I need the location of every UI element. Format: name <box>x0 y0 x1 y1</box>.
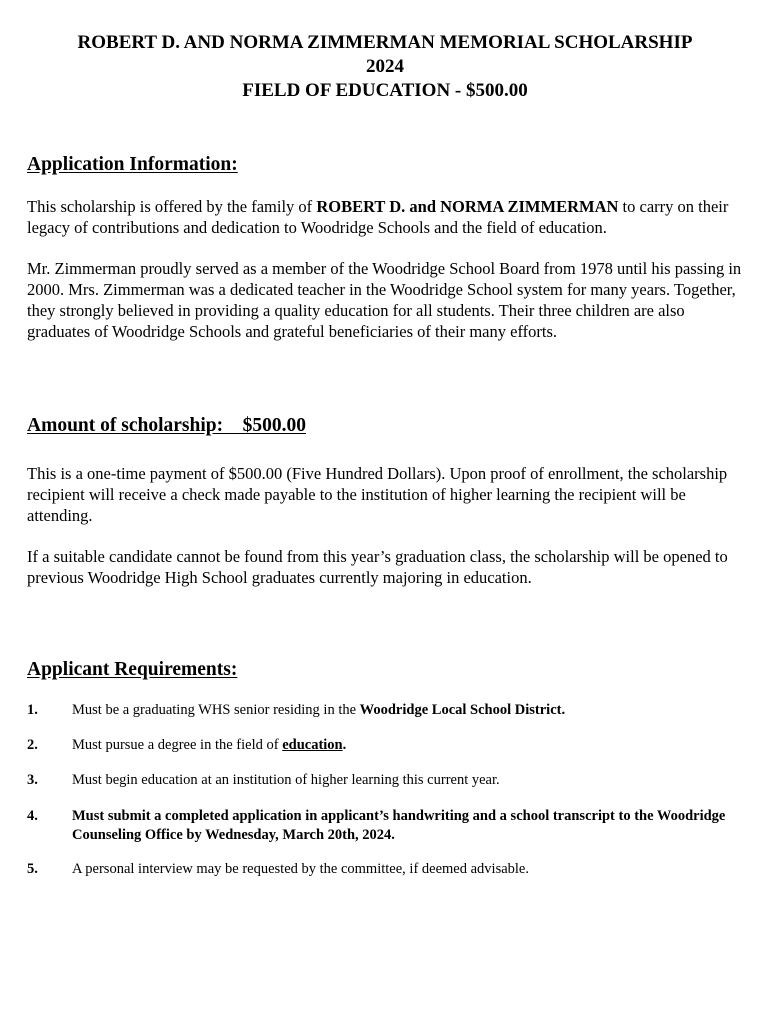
requirement-number: 2. <box>27 737 38 753</box>
application-info-paragraph-1 <box>27 196 747 238</box>
title-line-scholarship-name: ROBERT D. AND NORMA ZIMMERMAN MEMORIAL SCHOLARSHIP <box>77 32 693 53</box>
title-line-year: 2024 <box>366 56 404 77</box>
requirement-number: 1. <box>27 702 38 718</box>
requirement-district: Woodridge Local School District. <box>359 702 566 718</box>
p1-text-post: to carry on their legacy of contributions and dedication to Woodridge Schools and the field of education. <box>27 197 729 237</box>
title-line-field: FIELD OF EDUCATION - $500.00 <box>242 80 528 101</box>
requirement-text: Must begin education at an institution of higher learning this current year. <box>72 772 500 788</box>
requirement-text-post: . <box>342 737 347 753</box>
requirement-text: A personal interview may be requested by the committee, if deemed advisable. <box>72 861 529 877</box>
application-info-paragraph-2: Mr. Zimmerman proudly served as a member of the Woodridge School Board from 1978 until his passing in 2000. Mrs. Zimmerman was a dedicated teacher in the Woodridge School system for many years. Together, they strongly believed in providing a quality education for all students. Their three children are also graduates of Woodridge Schools and grateful beneficiaries of their many efforts. <box>27 259 742 341</box>
applicant-requirements-heading: Applicant Requirements: <box>27 659 238 680</box>
requirement-text: Must submit a completed application in applicant’s handwriting and a school transcript to the Woodridge Counseling Office by Wednesday, March 20th, 2024. <box>72 808 726 843</box>
requirement-field-education: education <box>282 737 343 753</box>
p1-family-name: ROBERT D. and NORMA ZIMMERMAN <box>316 197 619 216</box>
amount-paragraph-2: If a suitable candidate cannot be found from this year’s graduation class, the scholarship will be opened to previous Woodridge High School graduates currently majoring in education. <box>27 547 728 587</box>
requirement-text-pre: Must be a graduating WHS senior residing in the <box>72 702 360 718</box>
requirement-text-pre: Must pursue a degree in the field of <box>72 737 283 753</box>
amount-of-scholarship-heading: Amount of scholarship: $500.00 <box>27 415 306 436</box>
p1-text-pre: This scholarship is offered by the family of <box>27 197 317 216</box>
requirement-number: 4. <box>27 808 38 824</box>
requirement-number: 5. <box>27 861 38 877</box>
requirement-number: 3. <box>27 772 38 788</box>
requirement-text <box>72 736 732 755</box>
requirement-text <box>72 701 732 720</box>
document-title <box>0 31 770 103</box>
application-information-heading: Application Information: <box>27 154 238 175</box>
amount-paragraph-1: This is a one-time payment of $500.00 (Five Hundred Dollars). Upon proof of enrollment, the scholarship recipient will receive a check made payable to the institution of higher learning the recipient will be attending. <box>27 464 728 525</box>
